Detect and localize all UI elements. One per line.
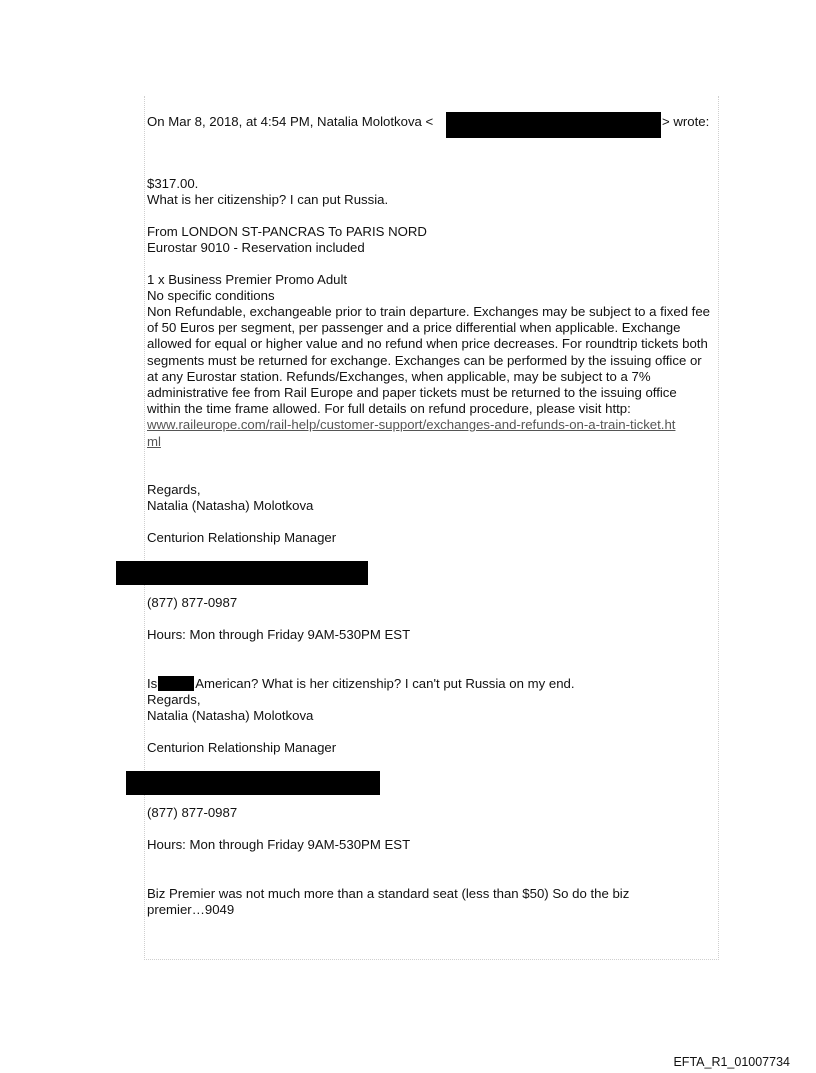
sender-name-2: Natalia (Natasha) Molotkova (147, 708, 314, 723)
header-suffix: > wrote: (662, 114, 710, 129)
header-prefix: On Mar 8, 2018, at 4:54 PM, Natalia Molotkova < (147, 114, 434, 129)
redacted-contact-2 (126, 771, 380, 795)
conditions-text: No specific conditions (147, 288, 275, 303)
citizenship-question-2-text: American? What is her citizenship? I can't put Russia on my end. (195, 676, 575, 691)
citizenship-question-2 (147, 676, 575, 692)
refund-policy-link[interactable]: www.raileurope.com/rail-help/customer-support/exchanges-and-refunds-on-a-train-ticket.html (147, 417, 676, 449)
route-text: From LONDON ST-PANCRAS To PARIS NORD (147, 224, 427, 239)
price-text: $317.00. (147, 176, 199, 191)
is-word: Is (147, 676, 158, 691)
sender-name-1: Natalia (Natasha) Molotkova (147, 498, 314, 513)
hours-1: Hours: Mon through Friday 9AM-530PM EST (147, 627, 411, 642)
redacted-email-address (446, 112, 661, 138)
email-header (147, 114, 433, 130)
regards-2: Regards, (147, 692, 201, 707)
sender-title-1: Centurion Relationship Manager (147, 530, 337, 545)
reply-text: Biz Premier was not much more than a standard seat (less than $50) So do the biz premier…9049 (147, 886, 630, 918)
sender-title-2: Centurion Relationship Manager (147, 740, 337, 755)
regards-1: Regards, (147, 482, 201, 497)
redacted-contact-1 (116, 561, 368, 585)
refund-policy-text: Non Refundable, exchangeable prior to train departure. Exchanges may be subject to a fixed fee of 50 Euros per segment, per passenger and a price differential when applicable. Exchange allowed for equal or higher value and no refund when price decreases. For roundtrip tickets both segments must be returned for exchange. Exchanges can be performed by the issuing office or at any Eurostar station. Refunds/Exchanges, when applicable, may be subject to a 7% administrative fee from Rail Europe and paper tickets must be returned to the issuing office within the time frame allowed. For full details on refund procedure, please visit http: (147, 304, 711, 417)
citizenship-question: What is her citizenship? I can put Russia. (147, 192, 389, 207)
document-id: EFTA_R1_01007734 (673, 1055, 790, 1069)
fare-text: 1 x Business Premier Promo Adult (147, 272, 348, 287)
phone-1: (877) 877-0987 (147, 595, 238, 610)
hours-2: Hours: Mon through Friday 9AM-530PM EST (147, 837, 411, 852)
phone-2: (877) 877-0987 (147, 805, 238, 820)
refund-policy (147, 304, 713, 450)
redacted-name (158, 676, 194, 691)
train-text: Eurostar 9010 - Reservation included (147, 240, 365, 255)
